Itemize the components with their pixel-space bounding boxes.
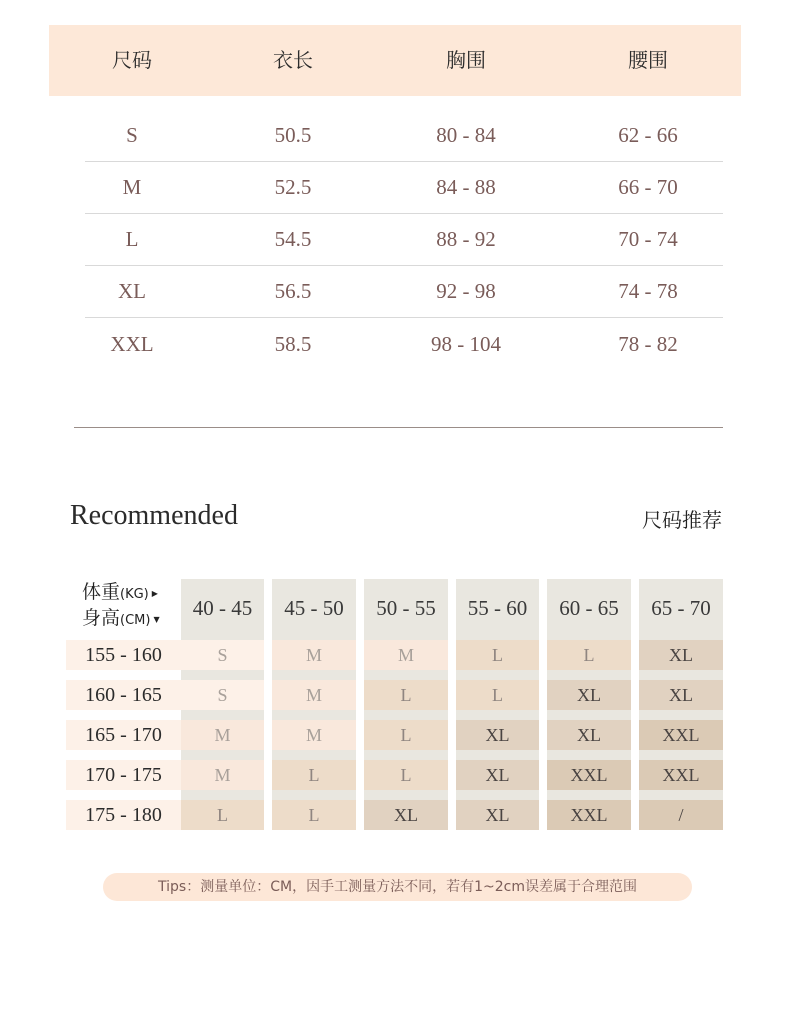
size-recommendation-cell: M (181, 720, 264, 750)
size-recommendation-cell: XL (547, 680, 631, 710)
size-recommendation-cell: XL (456, 760, 539, 790)
size-recommendation-cell: M (181, 760, 264, 790)
size-recommendation-cell: L (456, 680, 539, 710)
size-recommendation-cell: XL (456, 720, 539, 750)
size-recommendation-cell: XXL (547, 800, 631, 830)
waist-cell: 70 - 74 (618, 227, 678, 251)
size-recommendation-cell: L (364, 760, 448, 790)
size-cell: XL (118, 279, 146, 303)
size-recommendation-cell: M (364, 640, 448, 670)
size-cell: M (122, 175, 142, 199)
weight-range-header: 65 - 70 (651, 596, 711, 620)
size-recommendation-cell: XXL (639, 760, 723, 790)
size-recommendation-cell: L (272, 760, 356, 790)
bust-cell: 88 - 92 (436, 227, 496, 251)
height-range-label: 155 - 160 (66, 640, 181, 670)
header-bust: 胸围 (446, 48, 486, 72)
size-recommendation-cell: XXL (639, 720, 723, 750)
height-range-label: 170 - 175 (66, 760, 181, 790)
size-table-header (49, 25, 741, 96)
size-recommendation-cell: XL (547, 720, 631, 750)
size-table-row (85, 319, 723, 371)
size-table-row (85, 162, 723, 214)
length-cell: 52.5 (274, 175, 312, 199)
triangle-right-icon: ▶ (151, 589, 158, 598)
header-length: 衣长 (273, 48, 313, 72)
bust-cell: 84 - 88 (436, 175, 496, 199)
weight-range-header: 45 - 50 (284, 596, 344, 620)
size-recommendation-cell: M (272, 640, 356, 670)
section-divider (74, 427, 723, 428)
weight-unit: (KG) (120, 587, 149, 602)
bust-cell: 80 - 84 (436, 123, 496, 147)
length-cell: 50.5 (274, 123, 312, 147)
size-recommendation-cell: L (364, 680, 448, 710)
length-cell: 56.5 (274, 279, 312, 303)
size-recommendation-cell: L (547, 640, 631, 670)
recommended-subtitle: 尺码推荐 (642, 508, 722, 532)
height-unit: (CM) (120, 613, 151, 628)
size-recommendation-cell: / (639, 800, 723, 830)
size-recommendation-cell: S (181, 680, 264, 710)
weight-axis-label (82, 580, 158, 604)
size-recommendation-cell: XL (639, 640, 723, 670)
size-recommendation-cell: XL (639, 680, 723, 710)
header-waist: 腰围 (628, 48, 668, 72)
header-size: 尺码 (112, 48, 152, 72)
waist-cell: 74 - 78 (618, 279, 678, 303)
height-label: 身高 (82, 607, 121, 629)
weight-label: 体重 (82, 581, 121, 603)
size-recommendation-cell: L (364, 720, 448, 750)
size-table-row (85, 214, 723, 266)
size-recommendation-cell: XL (456, 800, 539, 830)
recommended-title: Recommended (70, 500, 238, 531)
height-range-label: 165 - 170 (66, 720, 181, 750)
triangle-down-icon: ▼ (153, 615, 160, 624)
tips-banner: Tips：测量单位：CM，因手工测量方法不同，若有1~2cm误差属于合理范围 (103, 873, 692, 901)
size-recommendation-cell: M (272, 680, 356, 710)
size-recommendation-cell: XXL (547, 760, 631, 790)
size-recommendation-cell: L (456, 640, 539, 670)
bust-cell: 98 - 104 (431, 332, 501, 356)
size-recommendation-cell: XL (364, 800, 448, 830)
waist-cell: 78 - 82 (618, 332, 678, 356)
weight-range-header: 40 - 45 (192, 596, 253, 620)
size-cell: XXL (110, 332, 154, 356)
height-range-label: 160 - 165 (66, 680, 181, 710)
waist-cell: 66 - 70 (618, 175, 678, 199)
size-recommendation-cell: L (181, 800, 264, 830)
length-cell: 54.5 (274, 227, 312, 251)
size-recommendation-cell: S (181, 640, 264, 670)
weight-range-header: 55 - 60 (467, 596, 528, 620)
size-table-row (85, 110, 723, 162)
row-divider (85, 317, 723, 318)
weight-range-header: 50 - 55 (376, 596, 436, 620)
height-range-label: 175 - 180 (66, 800, 181, 830)
size-table-row (85, 266, 723, 318)
axis-label (82, 580, 180, 632)
size-recommendation-cell: M (272, 720, 356, 750)
size-recommendation-cell: L (272, 800, 356, 830)
height-axis-label (82, 606, 160, 630)
length-cell: 58.5 (274, 332, 312, 356)
size-cell: L (125, 227, 139, 251)
bust-cell: 92 - 98 (436, 279, 496, 303)
size-cell: S (126, 123, 138, 147)
weight-range-header: 60 - 65 (559, 596, 619, 620)
waist-cell: 62 - 66 (618, 123, 678, 147)
